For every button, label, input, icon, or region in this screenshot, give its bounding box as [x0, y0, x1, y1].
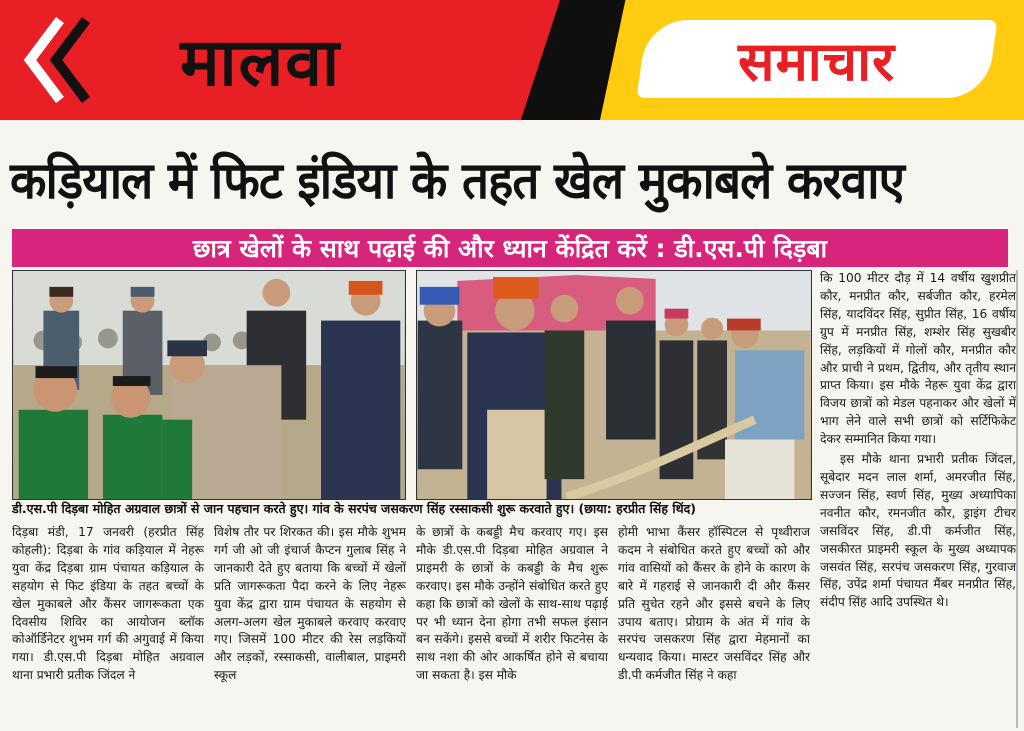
subheadline-text: छात्र खेलों के साथ पढ़ाई की और ध्यान केंद्रित करें : डी.एस.पी दिड़बा	[192, 234, 828, 263]
masthead-left-title-text: मालवा	[180, 24, 342, 101]
article-subheadline	[12, 229, 1008, 267]
masthead-right-tag	[637, 20, 998, 98]
masthead-left-title	[180, 18, 341, 102]
masthead-right-title-text: समाचार	[738, 30, 896, 93]
headline-text: कड़ियाल में फिट इंडिया के तहत खेल मुकाबले करवाए	[10, 152, 904, 211]
article-column-5	[820, 270, 1016, 728]
article-column-5-para-1: कि 100 मीटर दौड़ में 14 वर्षीय खुशप्रीत कौर, मनप्रीत कौर, सर्बजीत कौर, हरमेल सिंह, यादविंदर सिंह, सुप्रीत सिंह, 16 वर्षीय ग्रुप में मनप्रीत सिंह, शम्शेर सिंह सुखबीर सिंह, लड़कियों में गोलों कौर, मनप्रीत कौर और प्राची ने प्रथम, द्वितीय, और तृतीय स्थान प्राप्त किया। इस मौके नेहरू युवा केंद्र द्वारा विजय छात्रों को मेडल पहनाकर और खेलों में भाग लेने वाले सभी छात्रों को सर्टिफिकेट देकर सम्मानित किया गया।	[820, 271, 1016, 447]
article-column-1: दिड़बा मंडी, 17 जनवरी (हरप्रीत सिंह कोहली): दिड़बा के गांव कड़ियाल में नेहरू युवा केंद्र दिड़बा ग्राम पंचायत कड़ियाल के सहयोग से फिट इंडिया के तहत बच्चों के खेल मुकाबले और कैंसर जागरूकता एक दिवसीय शिविर का आयोजन ब्लॉक कोऑर्डिनेटर शुभम गर्ग की अगुवाई में किया गया। डी.एस.पी दिड़बा मोहित अग्रवाल थाना प्रभारी प्रतीक जिंदल ने	[12, 525, 204, 683]
photo-dsp-meeting-students	[12, 270, 406, 500]
photo-illustration-icon	[417, 271, 811, 499]
article-column-5-para-2: इस मौके थाना प्रभारी प्रतीक जिंदल, सूबेदार मदन लाल शर्मा, अमरजीत सिंह, सज्जन सिंह, स्वर्ण सिंह, मुख्य अध्यापिका नवनीत कौर, रमनजीत कौर, ड्राइंग टीचर जसविंदर सिंह, डी.पी कर्मजीत सिंह, जसकीरत प्राइमरी स्कूल के मुख्य अध्यापक जसवंत सिंह, सरपंच जसकरण सिंह, गुरवाज सिंह, उपेंद्र शर्मा पंचायत मैंबर मनप्रीत सिंह, संदीप सिंह आदि उपस्थित थे।	[820, 452, 1016, 610]
masthead-banner	[0, 0, 1024, 120]
double-chevron-icon	[20, 14, 92, 106]
article-column-3: के छात्रों के कबड्डी मैच करवाए गए। इस मौके डी.एस.पी दिड़बा मोहित अग्रवाल ने प्राइमरी के छात्रों के कबड्डी के मैच शुरू करवाए। इस मौके उन्होंने संबोधित करते हुए कहा कि छात्रों को खेलों के साथ-साथ पढ़ाई पर भी ध्यान देना होगा तभी सफल इंसान बन सकेंगे। इससे बच्चों में शरीर फिटनेस के साथ नशा की ओर आकर्षित होने से बचाया जा सकता है। इस मौके	[416, 525, 608, 683]
column-divider	[1016, 270, 1018, 728]
photo-caption: डी.एस.पी दिड़बा मोहित अग्रवाल छात्रों से जान पहचान करते हुए। गांव के सरपंच जसकरण सिंह रस्साकसी शुरू करवाते हुए। (छाया: हरप्रीत सिंह थिंद)	[12, 501, 696, 516]
article-headline	[10, 136, 1014, 220]
photo-tug-of-war-start	[416, 270, 812, 500]
article-column-2: विशेष तौर पर शिरकत की। इस मौके शुभम गर्ग जी ओ जी इंचार्ज कैप्टन गुलाब सिंह ने जानकारी देते हुए बताया कि बच्चों में खेलों प्रति जागरूकता पैदा करने के लिए नेहरू युवा केंद्र द्वारा ग्राम पंचायत के सहयोग से अलग-अलग खेल मुकाबले करवाए करवाए गए। जिसमें 100 मीटर की रेस लड़कियों और लड़कों, रस्साकसी, वालीबाल, प्राइमरी स्कूल	[214, 525, 406, 683]
photo-illustration-icon	[13, 271, 405, 499]
article-column-4: होमी भाभा कैंसर हॉस्पिटल से पृथ्वीराज कदम ने संबोधित करते हुए बच्चों को और गांव वासियों को कैंसर के होने के कारण के बारे में गहराई से जानकारी दी और कैंसर प्रति सुचेत रहने और इससे बचने के लिए उपाय बताए। प्रोग्राम के अंत में गांव के सरपंच जसकरण सिंह द्वारा मेहमानों का धन्यवाद किया। मास्टर जसविंदर सिंह और डी.पी कर्मजीत सिंह ने कहा	[618, 525, 810, 683]
